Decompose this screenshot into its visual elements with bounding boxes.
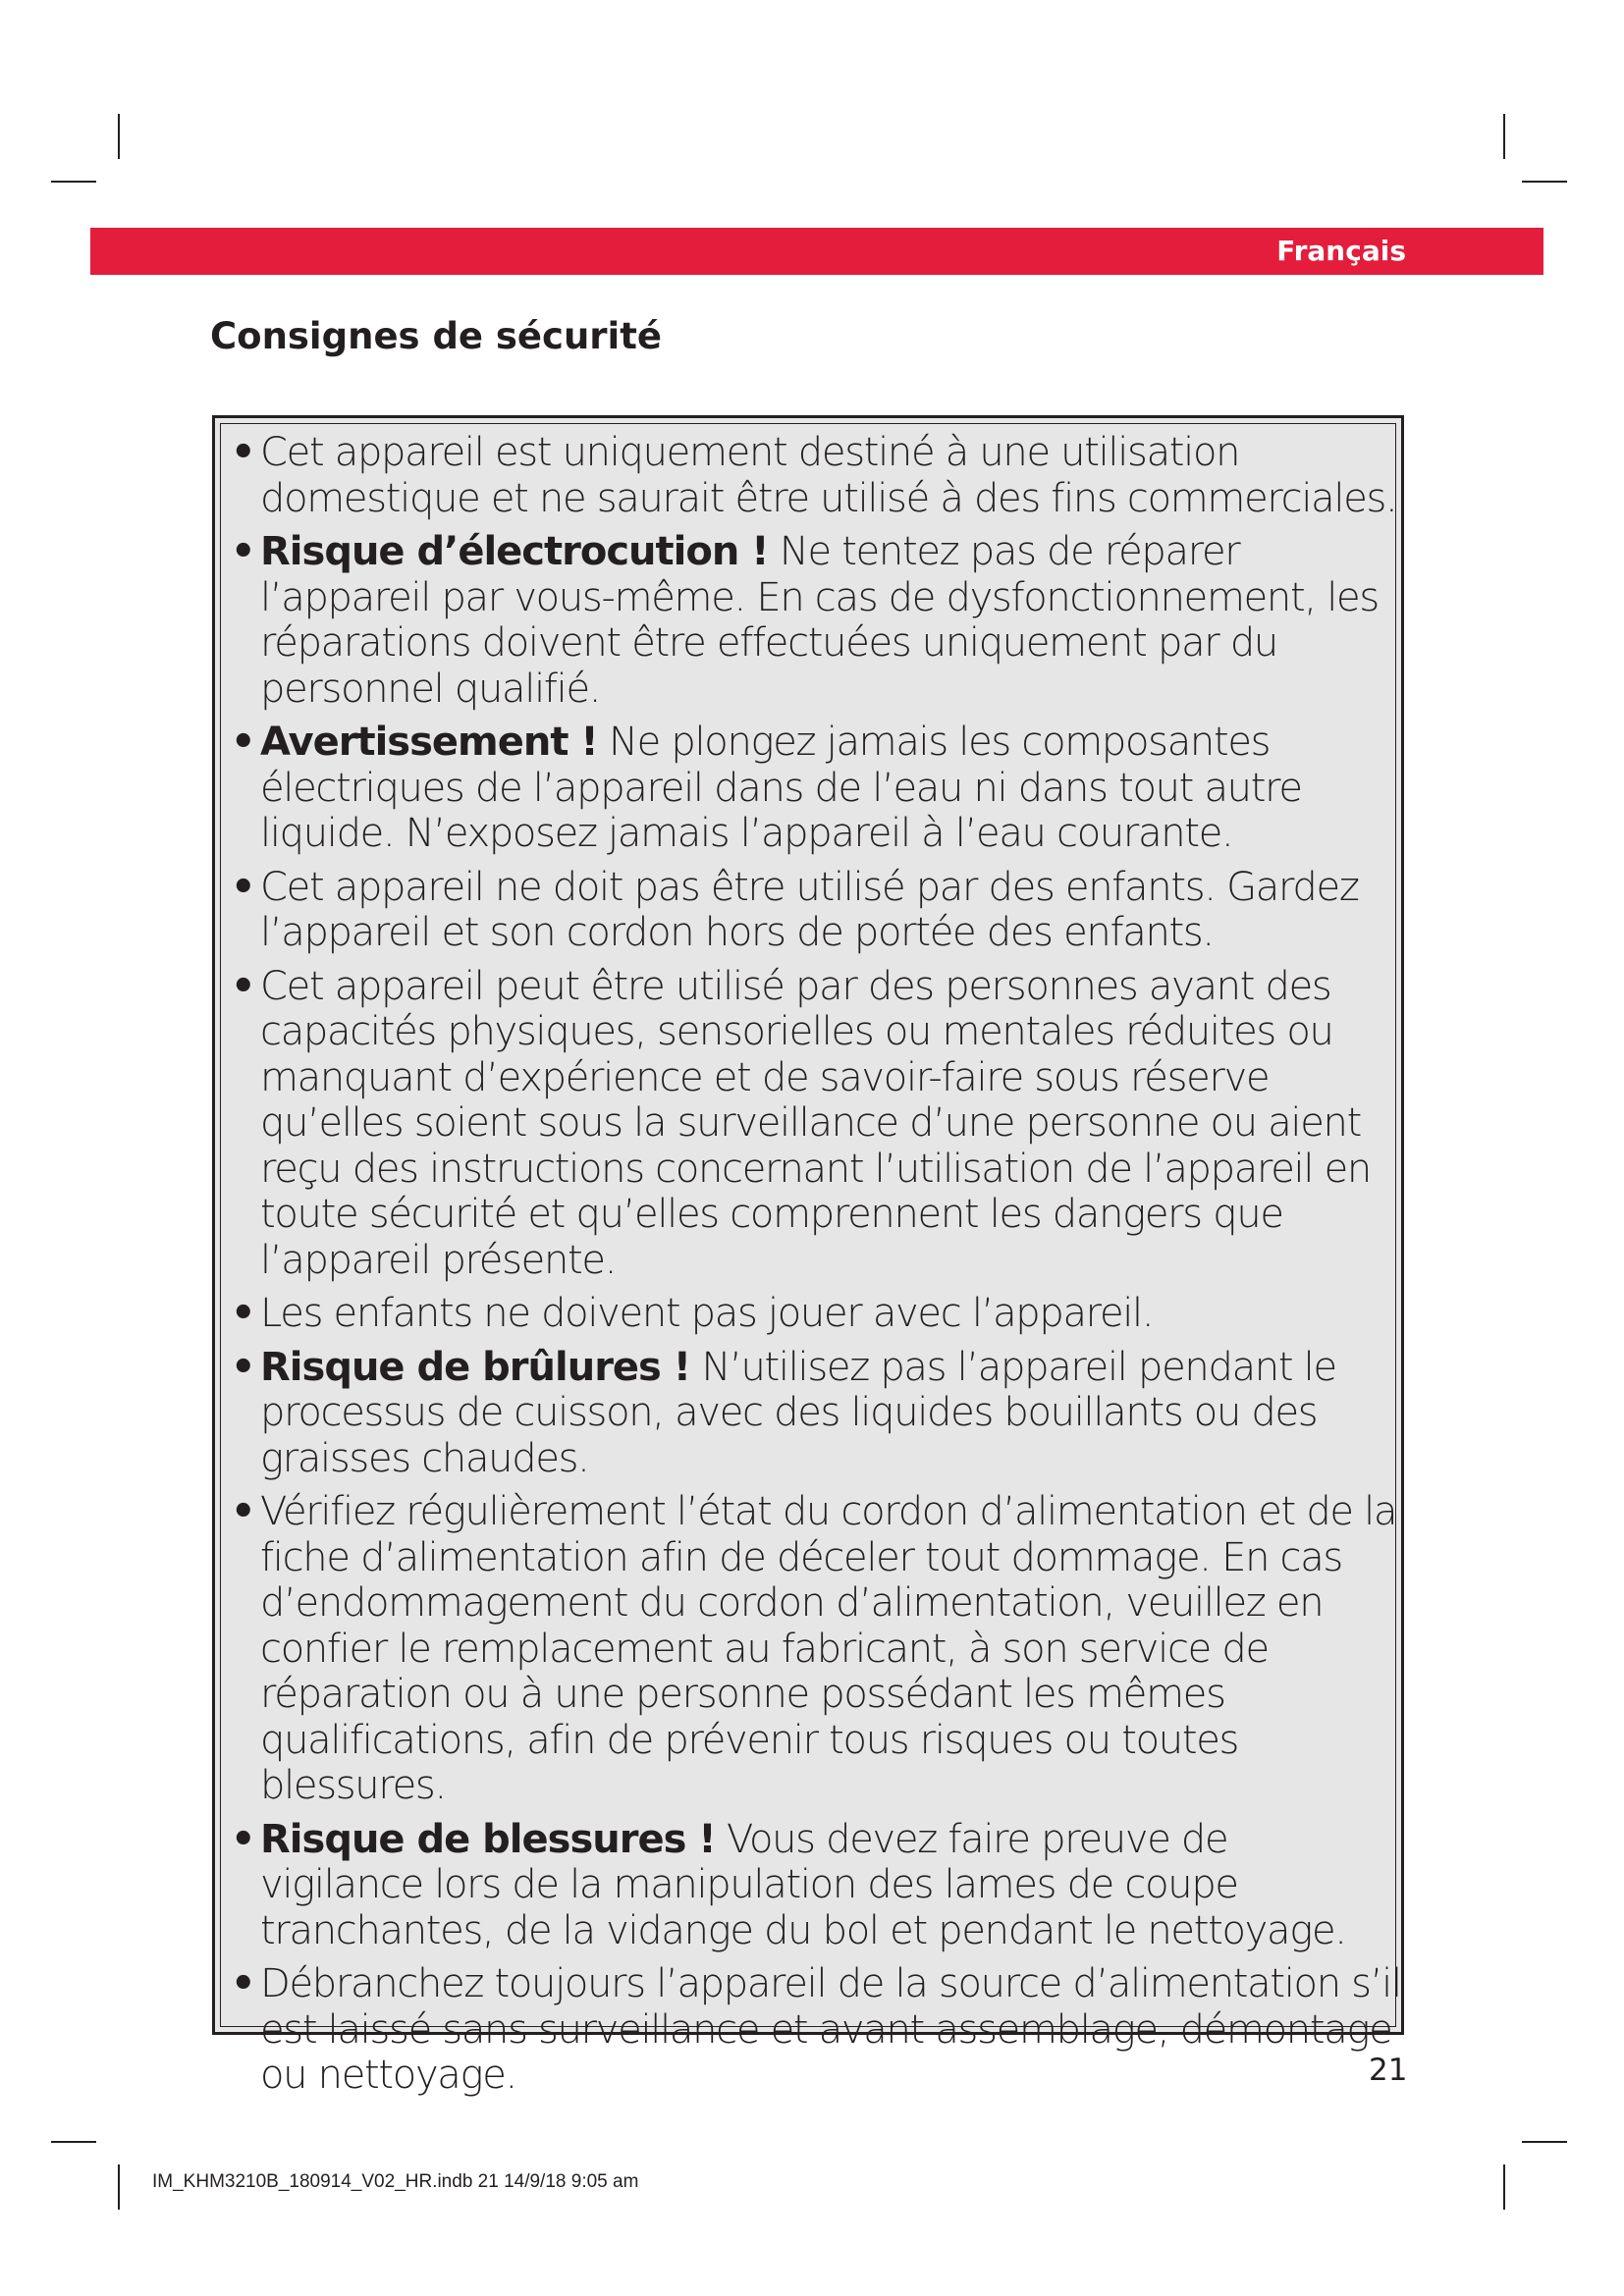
safety-item: [231, 1961, 1401, 2099]
safety-item-text: Ne tentez pas de réparer l’appareil par vous-même. En cas de dysfonctionnement, les réparations doivent être effectuées uniquement par du personnel qualifié.: [260, 529, 1379, 712]
bullet-icon: •: [231, 720, 255, 765]
print-file-info: IM_KHM3210B_180914_V02_HR.indb 21 14/9/18 9:05 am: [152, 2171, 639, 2192]
crop-mark: [1503, 114, 1505, 159]
safety-item: [231, 1345, 1401, 1482]
bullet-icon: •: [231, 1816, 255, 1862]
crop-mark: [118, 114, 120, 159]
bullet-icon: •: [231, 529, 255, 574]
bullet-icon: •: [231, 1291, 255, 1336]
safety-item-text: Les enfants ne doivent pas jouer avec l’appareil.: [260, 1291, 1154, 1336]
crop-mark: [1522, 181, 1567, 183]
safety-item: [231, 529, 1401, 712]
safety-item-text: Vous devez faire preuve de vigilance lors de la manipulation des lames de coupe tranchantes, de la vidange du bol et pendant le nettoyage.: [260, 1816, 1346, 1953]
safety-item: [231, 865, 1401, 956]
safety-item: [231, 430, 1401, 521]
bullet-icon: •: [231, 430, 255, 475]
safety-item: [231, 720, 1401, 857]
safety-item-text: Ne plongez jamais les composantes électriques de l’appareil dans de l’eau ni dans tout autre liquide. N’exposez jamais l’appareil à l’eau courante.: [260, 720, 1302, 856]
page-number: 21: [1369, 2053, 1408, 2088]
crop-mark: [1522, 2141, 1567, 2143]
safety-item-warning: Risque de blessures !: [260, 1816, 716, 1862]
crop-mark: [51, 181, 96, 183]
safety-item: [231, 1291, 1401, 1337]
bullet-icon: •: [231, 1344, 255, 1390]
language-label: Français: [1276, 235, 1406, 267]
page-title: Consignes de sécurité: [210, 315, 663, 357]
crop-mark: [51, 2141, 96, 2143]
bullet-icon: •: [231, 864, 255, 910]
safety-item-text: Cet appareil peut être utilisé par des personnes ayant des capacités physiques, sensorielles ou mentales réduites ou manquant d’expérience et de savoir-faire sous réserve qu’elles soient sous la surveillance d’une personne ou aient reçu des instructions concernant l’utilisation de l’appareil en toute sécurité et qu’elles comprennent les dangers que l’appareil présente.: [260, 963, 1371, 1283]
safety-item: [231, 1817, 1401, 1954]
bullet-icon: •: [231, 1489, 255, 1534]
crop-mark: [1503, 2164, 1505, 2210]
crop-mark: [118, 2164, 120, 2210]
language-header-bar: [90, 228, 1543, 275]
safety-item: [231, 964, 1401, 1284]
safety-item: [231, 1489, 1401, 1809]
safety-item-warning: Risque de brûlures !: [260, 1344, 691, 1390]
safety-item-text: Débranchez toujours l’appareil de la source d’alimentation s’il est laissé sans surveillance et avant assemblage, démontage ou nettoyage.: [260, 1961, 1401, 2098]
safety-item-text: Cet appareil est uniquement destiné à une utilisation domestique et ne saurait être utilisé à des fins commerciales.: [260, 430, 1397, 521]
safety-item-text: Vérifiez régulièrement l’état du cordon d’alimentation et de la fiche d’alimentation afin de déceler tout dommage. En cas d’endommagement du cordon d’alimentation, veuillez en confier le remplacement au fabricant, à son service de réparation ou à une personne possédant les mêmes qualifications, afin de prévenir tous risques ou toutes blessures.: [260, 1489, 1397, 1808]
bullet-icon: •: [231, 963, 255, 1009]
safety-list: [215, 418, 1401, 2099]
safety-item-warning: Risque d’électrocution !: [260, 529, 769, 574]
safety-item-text: Cet appareil ne doit pas être utilisé par des enfants. Gardez l’appareil et son cordon hors de portée des enfants.: [260, 864, 1359, 955]
safety-item-warning: Avertissement !: [260, 720, 598, 765]
bullet-icon: •: [231, 1961, 255, 2006]
safety-item-text: N’utilisez pas l’appareil pendant le processus de cuisson, avec des liquides bouillants ou des graisses chaudes.: [260, 1344, 1336, 1481]
